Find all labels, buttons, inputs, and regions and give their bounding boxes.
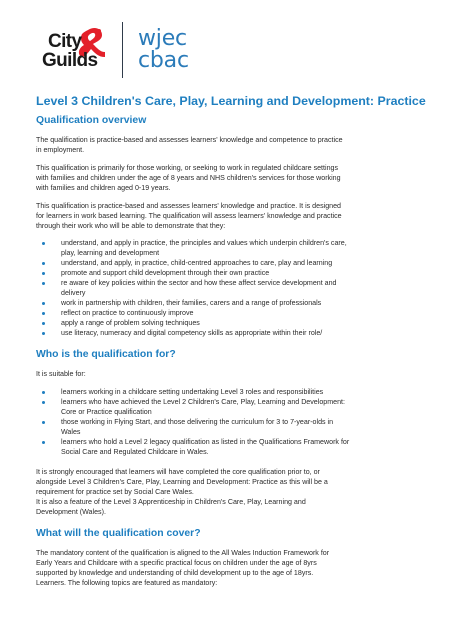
heading-what-it-covers: What will the qualification cover?: [36, 528, 201, 539]
logo-text-city: City: [48, 31, 82, 52]
text-line: Learners. The following topics are featured as mandatory:: [36, 579, 218, 587]
heading-qualification-overview: Qualification overview: [36, 115, 147, 126]
who-paragraph-1: [36, 467, 422, 517]
document-title: Level 3 Children's Care, Play, Learning and Development: Practice: [36, 94, 426, 108]
list-item: learners who hold a Level 2 legacy qualification as listed in the Qualifications Framework for Social Care and Regulated Childcare in Wales.: [36, 437, 422, 457]
text-line: This qualification is primarily for those working, or seeking to work in regulated childcare settings: [36, 164, 339, 172]
wjec-cbac-logo: [138, 26, 208, 74]
text-line: The qualification is practice-based and assesses learners' knowledge and competence to practice: [36, 136, 343, 144]
text-line: It is also a feature of the Level 3 Apprenticeship in Children's Care, Play, Learning and: [36, 498, 306, 506]
text-line: in employment.: [36, 146, 85, 154]
text-line: for learners in work based learning. The qualification will assess learners' knowledge and practice: [36, 212, 342, 220]
list-item: work in partnership with children, their families, carers and a range of professionals: [36, 298, 422, 308]
text-line: with families and children aged 0-19 years.: [36, 184, 171, 192]
text-line: with families and children under the age of 8 years and NHS children's services for those working: [36, 174, 341, 182]
header-logos: [34, 22, 234, 80]
text-line: requirement for practice set by Social Care Wales.: [36, 488, 194, 496]
text-line: This qualification is practice-based and assesses learners' knowledge and practice. It is designed: [36, 202, 341, 210]
list-item: re aware of key policies within the sector and how these affect service development and delivery: [36, 278, 422, 298]
logo-divider: [122, 22, 123, 78]
overview-paragraph-3: [36, 201, 422, 231]
logo-text-wjec: wjec: [138, 26, 187, 51]
text-line: through their work who will be able to demonstrate that they:: [36, 222, 226, 230]
list-item: apply a range of problem solving techniques: [36, 318, 422, 328]
logo-text-guilds: Guilds: [42, 50, 98, 71]
text-line: Development (Wales).: [36, 508, 106, 516]
list-item: understand, and apply, in practice, child-centred approaches to care, play and learning: [36, 258, 422, 268]
heading-who-is-it-for: Who is the qualification for?: [36, 349, 176, 360]
list-item: learners who have achieved the Level 2 Children's Care, Play, Learning and Development: Core or Practice qualification: [36, 397, 422, 417]
list-item: promote and support child development through their own practice: [36, 268, 422, 278]
list-item: use literacy, numeracy and digital competency skills as appropriate within their role/: [36, 328, 422, 338]
who-bullet-list: [36, 387, 422, 457]
who-intro: It is suitable for:: [36, 370, 86, 378]
document-body: [36, 114, 422, 588]
list-item: understand, and apply in practice, the principles and values which underpin children's care, play, learning and development: [36, 238, 422, 258]
list-item: learners working in a childcare setting undertaking Level 3 roles and responsibilities: [36, 387, 422, 397]
logo-text-cbac: cbac: [138, 48, 189, 73]
text-line: supported by knowledge and understanding of child development up to the age of 18yrs.: [36, 569, 314, 577]
overview-bullet-list: [36, 238, 422, 338]
text-line: The mandatory content of the qualification is aligned to the All Wales Induction Framework for: [36, 549, 330, 557]
text-line: It is strongly encouraged that learners will have completed the core qualification prior to, or: [36, 468, 320, 476]
overview-paragraph-2: [36, 163, 422, 193]
city-and-guilds-logo: [34, 26, 114, 74]
cover-paragraph-1: [36, 548, 422, 588]
list-item: those working in Flying Start, and those delivering the curriculum for 3 to 7-year-olds in Wales: [36, 417, 422, 437]
text-line: Early Years and Childcare with a specific practical focus on children under the age of 8yrs: [36, 559, 317, 567]
overview-paragraph-1: [36, 135, 422, 155]
list-item: reflect on practice to continuously improve: [36, 308, 422, 318]
text-line: alongside Level 3 Children's Care, Play, Learning and Development: Practice as this will be a: [36, 478, 328, 486]
